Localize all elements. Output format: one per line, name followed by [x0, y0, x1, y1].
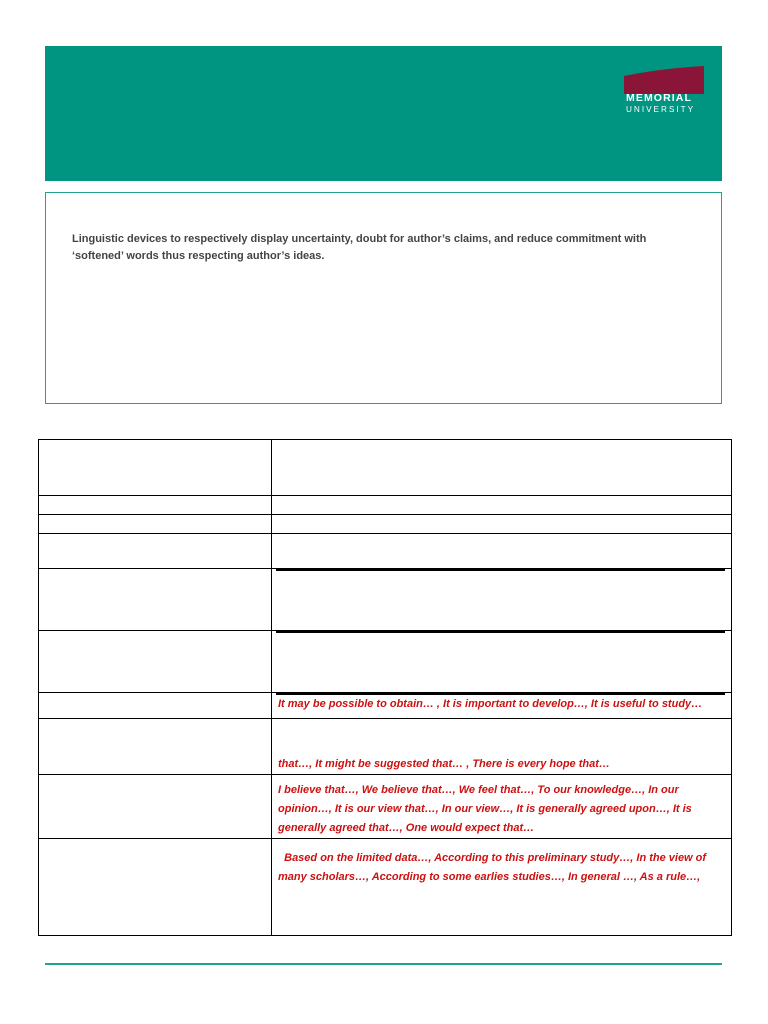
- table-cell-right: [272, 496, 732, 515]
- table-row: [39, 569, 732, 631]
- table-cell-left: [39, 775, 272, 839]
- table-row: [39, 534, 732, 569]
- table-cell-right: [272, 631, 732, 693]
- header-banner: [45, 46, 722, 181]
- table-cell-left: [39, 839, 272, 936]
- table-cell-right: [272, 693, 732, 719]
- memorial-university-logo: [624, 64, 706, 120]
- logo-text-university: UNIVERSITY: [626, 105, 696, 114]
- cell-rule: [276, 631, 725, 633]
- table-cell-left: [39, 569, 272, 631]
- footer-divider: [45, 963, 722, 965]
- table-cell-right: [272, 534, 732, 569]
- table-row: [39, 775, 732, 839]
- cell-rule: [276, 569, 725, 571]
- table-row: [39, 719, 732, 775]
- example-phrases: Based on the limited data…, According to this preliminary study…, In the view of many scholars…, According to some earlies studies…, In general …, As a rule…,: [272, 839, 732, 936]
- table-cell-left: [39, 693, 272, 719]
- table-row: [39, 693, 732, 719]
- table-row: [39, 496, 732, 515]
- table-cell-left: [39, 440, 272, 496]
- table-cell-left: [39, 631, 272, 693]
- table-cell-left: [39, 534, 272, 569]
- example-phrases: I believe that…, We believe that…, We feel that…, To our knowledge…, In our opinion…, It is our view that…, In our view…, It is generally agreed upon…, It is generally agreed that…, One would expect that…: [272, 775, 732, 839]
- hedging-table: [38, 439, 732, 936]
- table-cell-left: [39, 496, 272, 515]
- table-row: [39, 515, 732, 534]
- table-row: [39, 440, 732, 496]
- table-cell-right: [272, 569, 732, 631]
- example-phrases: that…, It might be suggested that… , There is every hope that…: [272, 719, 732, 775]
- table-row: [39, 839, 732, 936]
- example-phrases: It may be possible to obtain… , It is important to develop…, It is useful to study…: [278, 698, 703, 710]
- table-cell-left: [39, 515, 272, 534]
- cell-rule: [276, 693, 725, 695]
- definition-box: [45, 192, 722, 404]
- table-cell-left: [39, 719, 272, 775]
- definition-text: Linguistic devices to respectively display uncertainty, doubt for author’s claims, and reduce commitment with ‘softened’ words thus respecting author’s ideas.: [72, 233, 647, 262]
- logo-text-memorial: MEMORIAL: [626, 92, 692, 104]
- logo-flag-shape: [624, 64, 706, 94]
- table-cell-right: [272, 515, 732, 534]
- table-row: [39, 631, 732, 693]
- table-cell-right: [272, 440, 732, 496]
